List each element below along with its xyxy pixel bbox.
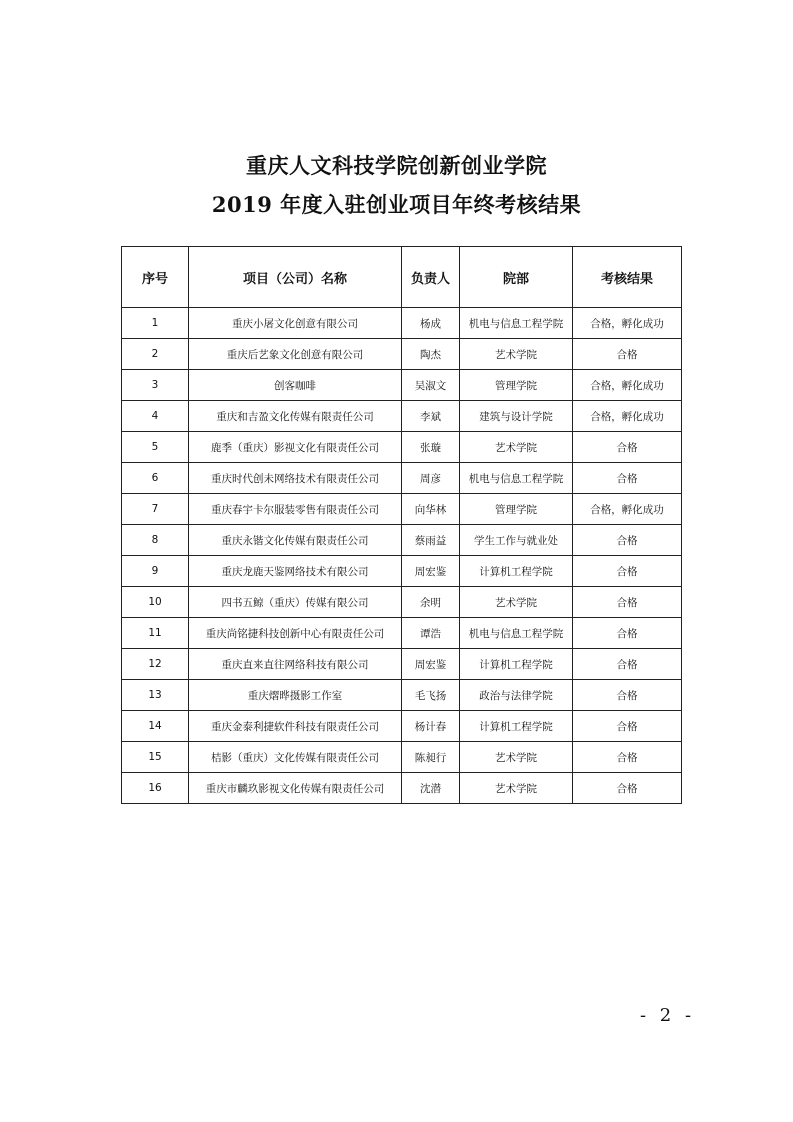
cell-project-name: 重庆春宇卡尔服装零售有限责任公司 — [189, 494, 402, 525]
header-person-in-charge: 负责人 — [402, 247, 460, 308]
table-row — [122, 742, 682, 773]
assessment-results-table — [121, 246, 682, 804]
cell-assessment-result: 合格 — [573, 773, 682, 804]
cell-project-name: 桔影（重庆）文化传媒有限责任公司 — [189, 742, 402, 773]
table-row — [122, 587, 682, 618]
cell-person-in-charge: 陶杰 — [402, 339, 460, 370]
cell-assessment-result: 合格，孵化成功 — [573, 494, 682, 525]
table-row — [122, 525, 682, 556]
cell-serial-number: 1 — [122, 308, 189, 339]
cell-serial-number: 13 — [122, 680, 189, 711]
document-subtitle: 2019 年度入驻创业项目年终考核结果 — [211, 192, 582, 217]
cell-person-in-charge: 陈昶行 — [402, 742, 460, 773]
cell-serial-number: 7 — [122, 494, 189, 525]
cell-department: 计算机工程学院 — [460, 556, 573, 587]
cell-department: 计算机工程学院 — [460, 711, 573, 742]
cell-department: 学生工作与就业处 — [460, 525, 573, 556]
table-row — [122, 432, 682, 463]
cell-department: 建筑与设计学院 — [460, 401, 573, 432]
cell-assessment-result: 合格 — [573, 742, 682, 773]
cell-assessment-result: 合格 — [573, 587, 682, 618]
cell-department: 艺术学院 — [460, 432, 573, 463]
table-row — [122, 711, 682, 742]
cell-serial-number: 11 — [122, 618, 189, 649]
cell-department: 艺术学院 — [460, 587, 573, 618]
cell-department: 艺术学院 — [460, 339, 573, 370]
cell-serial-number: 12 — [122, 649, 189, 680]
cell-department: 管理学院 — [460, 494, 573, 525]
cell-assessment-result: 合格 — [573, 711, 682, 742]
cell-serial-number: 2 — [122, 339, 189, 370]
cell-person-in-charge: 周宏鉴 — [402, 556, 460, 587]
table-row — [122, 494, 682, 525]
cell-person-in-charge: 蔡雨益 — [402, 525, 460, 556]
header-assessment-result: 考核结果 — [573, 247, 682, 308]
header-serial-number: 序号 — [122, 247, 189, 308]
table-row — [122, 649, 682, 680]
cell-serial-number: 14 — [122, 711, 189, 742]
cell-person-in-charge: 杨计春 — [402, 711, 460, 742]
table-row — [122, 339, 682, 370]
cell-project-name: 重庆市麟玖影视文化传媒有限责任公司 — [189, 773, 402, 804]
table-row — [122, 773, 682, 804]
table-row — [122, 370, 682, 401]
cell-serial-number: 10 — [122, 587, 189, 618]
cell-project-name: 重庆直来直往网络科技有限公司 — [189, 649, 402, 680]
cell-assessment-result: 合格，孵化成功 — [573, 370, 682, 401]
cell-assessment-result: 合格 — [573, 556, 682, 587]
cell-department: 政治与法律学院 — [460, 680, 573, 711]
cell-assessment-result: 合格 — [573, 339, 682, 370]
table-row — [122, 463, 682, 494]
cell-project-name: 重庆后艺象文化创意有限公司 — [189, 339, 402, 370]
cell-person-in-charge: 毛飞扬 — [402, 680, 460, 711]
cell-person-in-charge: 余明 — [402, 587, 460, 618]
cell-assessment-result: 合格，孵化成功 — [573, 401, 682, 432]
cell-serial-number: 9 — [122, 556, 189, 587]
table-row — [122, 556, 682, 587]
cell-serial-number: 5 — [122, 432, 189, 463]
cell-department: 管理学院 — [460, 370, 573, 401]
cell-project-name: 重庆尚铭捷科技创新中心有限责任公司 — [189, 618, 402, 649]
cell-project-name: 重庆熠晔摄影工作室 — [189, 680, 402, 711]
cell-project-name: 重庆永锴文化传媒有限责任公司 — [189, 525, 402, 556]
table-row — [122, 680, 682, 711]
cell-assessment-result: 合格，孵化成功 — [573, 308, 682, 339]
table-row — [122, 308, 682, 339]
cell-serial-number: 6 — [122, 463, 189, 494]
cell-department: 机电与信息工程学院 — [460, 463, 573, 494]
cell-assessment-result: 合格 — [573, 463, 682, 494]
page-number: - 2 - — [640, 1005, 696, 1026]
cell-department: 艺术学院 — [460, 742, 573, 773]
cell-project-name: 四书五鲸（重庆）传媒有限公司 — [189, 587, 402, 618]
cell-project-name: 重庆金泰利捷软件科技有限责任公司 — [189, 711, 402, 742]
cell-person-in-charge: 沈潜 — [402, 773, 460, 804]
table-header-row — [122, 247, 682, 308]
cell-serial-number: 4 — [122, 401, 189, 432]
cell-project-name: 鹿季（重庆）影视文化有限责任公司 — [189, 432, 402, 463]
cell-project-name: 重庆龙鹿天鉴网络技术有限公司 — [189, 556, 402, 587]
cell-serial-number: 16 — [122, 773, 189, 804]
cell-person-in-charge: 张璇 — [402, 432, 460, 463]
cell-serial-number: 8 — [122, 525, 189, 556]
header-department: 院部 — [460, 247, 573, 308]
cell-assessment-result: 合格 — [573, 432, 682, 463]
cell-assessment-result: 合格 — [573, 649, 682, 680]
header-project-name: 项目（公司）名称 — [189, 247, 402, 308]
cell-department: 艺术学院 — [460, 773, 573, 804]
cell-person-in-charge: 周彦 — [402, 463, 460, 494]
document-title: 重庆人文科技学院创新创业学院 — [246, 153, 547, 178]
table-row — [122, 618, 682, 649]
cell-department: 机电与信息工程学院 — [460, 308, 573, 339]
cell-person-in-charge: 杨成 — [402, 308, 460, 339]
cell-serial-number: 15 — [122, 742, 189, 773]
cell-person-in-charge: 向华林 — [402, 494, 460, 525]
cell-project-name: 创客咖啡 — [189, 370, 402, 401]
table-row — [122, 401, 682, 432]
cell-person-in-charge: 李斌 — [402, 401, 460, 432]
cell-department: 计算机工程学院 — [460, 649, 573, 680]
cell-assessment-result: 合格 — [573, 525, 682, 556]
cell-department: 机电与信息工程学院 — [460, 618, 573, 649]
cell-project-name: 重庆时代创未网络技术有限责任公司 — [189, 463, 402, 494]
cell-serial-number: 3 — [122, 370, 189, 401]
cell-project-name: 重庆小屠文化创意有限公司 — [189, 308, 402, 339]
cell-assessment-result: 合格 — [573, 618, 682, 649]
cell-person-in-charge: 周宏鉴 — [402, 649, 460, 680]
cell-assessment-result: 合格 — [573, 680, 682, 711]
cell-person-in-charge: 吴淑文 — [402, 370, 460, 401]
cell-person-in-charge: 谭浩 — [402, 618, 460, 649]
cell-project-name: 重庆和吉盈文化传媒有限责任公司 — [189, 401, 402, 432]
